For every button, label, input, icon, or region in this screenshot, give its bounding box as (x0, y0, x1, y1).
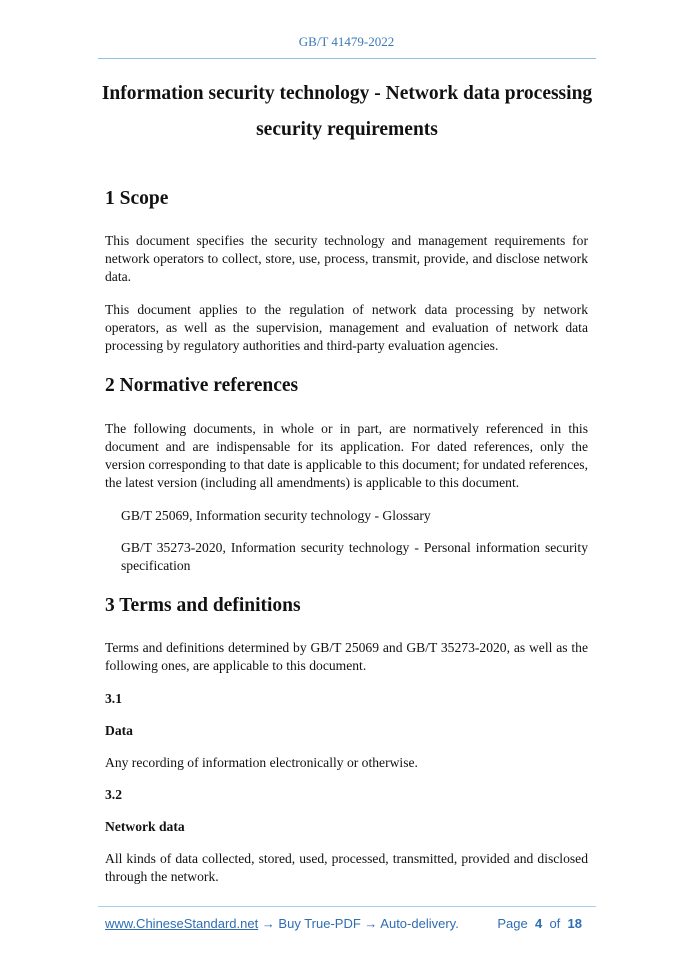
paragraph: This document applies to the regulation of network data processing by network operators, as well as the supervision, management and evaluation of network data processing by regulatory authorities and third-party evaluation agencies. (105, 302, 588, 353)
footer-promo (105, 916, 459, 931)
footer (105, 916, 588, 931)
reference-item: GB/T 35273-2020, Information security technology - Personal information security specification (121, 540, 588, 573)
running-header: GB/T 41479-2022 (298, 34, 395, 49)
term-definition: All kinds of data collected, stored, used, processed, transmitted, provided and disclosed through the network. (105, 851, 588, 884)
header-divider (98, 58, 596, 59)
term-number: 3.2 (105, 787, 122, 802)
term-name: Data (105, 723, 133, 738)
section-heading-scope: 1 Scope (105, 188, 169, 209)
paragraph: This document specifies the security technology and management requirements for network operators to collect, store, use, process, transmit, provide, and disclose network data. (105, 233, 588, 284)
website-link[interactable]: www.ChineseStandard.net (105, 916, 259, 931)
term-name: Network data (105, 819, 185, 834)
term-definition: Any recording of information electronically or otherwise. (105, 755, 418, 770)
section-heading-terms: 3 Terms and definitions (105, 595, 301, 616)
paragraph: Terms and definitions determined by GB/T 25069 and GB/T 35273-2020, as well as the following ones, are applicable to this document. (105, 640, 588, 673)
page-indicator (497, 916, 582, 931)
term-number: 3.1 (105, 691, 122, 706)
document-title (98, 76, 596, 148)
page-number: 4 (534, 916, 543, 931)
promo-text: → Buy True-PDF → Auto-delivery. (258, 916, 459, 931)
title-line-1: Information security technology - Network data processing (101, 83, 593, 104)
of-word: of (549, 916, 561, 931)
section-heading-normative-references: 2 Normative references (105, 375, 299, 396)
paragraph: The following documents, in whole or in part, are normatively referenced in this document and are indispensable for its application. For dated references, only the version corresponding to that date is applicable to this document; for undated references, the latest version (including all amendments) is applicable to this document. (105, 421, 588, 490)
reference-item: GB/T 25069, Information security technology - Glossary (121, 508, 431, 523)
page-word: Page (497, 916, 528, 931)
footer-divider (98, 906, 596, 907)
total-pages: 18 (567, 916, 582, 931)
title-line-2: security requirements (256, 119, 438, 140)
